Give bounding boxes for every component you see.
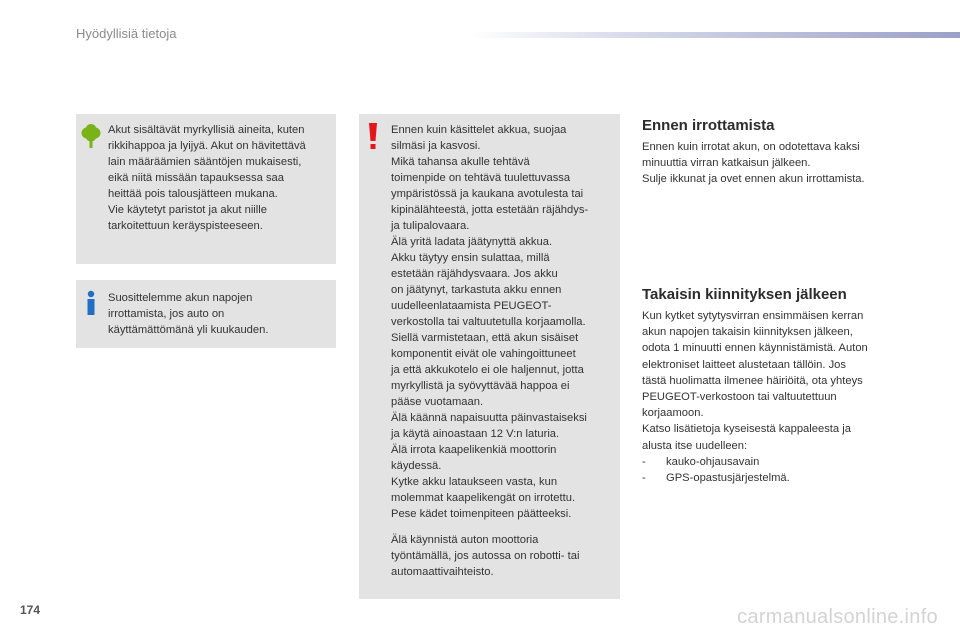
environment-note-text: Akut sisältävät myrkyllisiä aineita, kuten rikkihappoa ja lyijyä. Akut on hävitettävä lain määräämien sääntöjen mukaisesti, eikä niitä missään tapauksessa saa heittää pois talousjätteen mukana. Vie käytetyt paristot ja akut niille tarkoitettuun keräyspisteeseen. — [108, 124, 306, 232]
exclamation-icon — [366, 122, 380, 155]
list-dash: - — [642, 472, 646, 485]
info-note-text: Suosittelemme akun napojen irrottamista, jos auto on käyttämättömänä yli kuukauden. — [108, 292, 269, 336]
list-item — [642, 470, 790, 486]
page-number: 174 — [20, 603, 41, 617]
tree-icon — [80, 124, 102, 155]
warning-note-text: Ennen kuin käsittelet akkua, suojaa silmäsi ja kasvosi. Mikä tahansa akulle tehtävä toimenpide on tehtävä tuulettuvassa ympäristössä ja kaukana avotulesta tai kipinälähteestä, jotta estetään räjähdys- ja tulipalovaara. Älä yritä ladata jäätynyttä akkua. Akku täytyy ensin sulattaa, millä estetään räjähdysvaara. Jos akku on jäätynyt, tarkastuta akku ennen uudelleenlataamista PEUGEOT- verkostolla tai valtuutetulla korjaamolla. Siellä varmistetaan, että akun sisäiset komponentit eivät ole vahingoittuneet ja että akkukotelo ei ole haljennut, jotta myrkyllistä ja syövyttävää happoa ei pääse vuotamaan. Älä käännä napaisuutta päinvastaiseksi ja käytä ainoastaan 12 V:n laturia. Älä irrota kaapelikenkiä moottorin käydessä. Kytke akku lataukseen vasta, kun molemmat kaapelikengät on irrotettu. Pese kädet toimenpiteen päätteeksi. — [391, 124, 589, 520]
page-header-title: Hyödyllisiä tietoja — [76, 26, 177, 41]
header-gradient-bar — [470, 32, 960, 38]
list-item — [642, 454, 790, 470]
watermark-text: carmanualsonline.info — [737, 606, 938, 628]
section-text-before: Ennen kuin irrotat akun, on odotettava kaksi minuuttia virran katkaisun jälkeen. Sulje ikkunat ja ovet ennen akun irrottamista. — [642, 141, 865, 186]
warning-note-text-2: Älä käynnistä auton moottoria työntämällä, jos autossa on robotti- tai automaattivaihteisto. — [391, 534, 580, 578]
section-text-after: Kun kytket sytytysvirran ensimmäisen kerran akun napojen takaisin kiinnityksen jälkeen, odota 1 minuutti ennen käynnistämistä. Auton elektroniset laitteet alustetaan tällöin. Jos tästä huolimatta ilmenee häiriöitä, ota yhteys PEUGEOT-verkostoon tai valtuutettuun korjaamoon. Katso lisätietoja kyseisestä kappaleesta ja alusta itse uudelleen: — [642, 310, 868, 452]
list-dash: - — [642, 456, 646, 468]
info-icon — [84, 290, 98, 321]
reinit-list — [642, 454, 790, 486]
section-title-before: Ennen irrottamista — [642, 117, 775, 134]
section-title-after: Takaisin kiinnityksen jälkeen — [642, 286, 847, 303]
list-item-label: GPS-opastusjärjestelmä. — [666, 472, 790, 485]
list-item-label: kauko-ohjausavain — [666, 456, 760, 468]
